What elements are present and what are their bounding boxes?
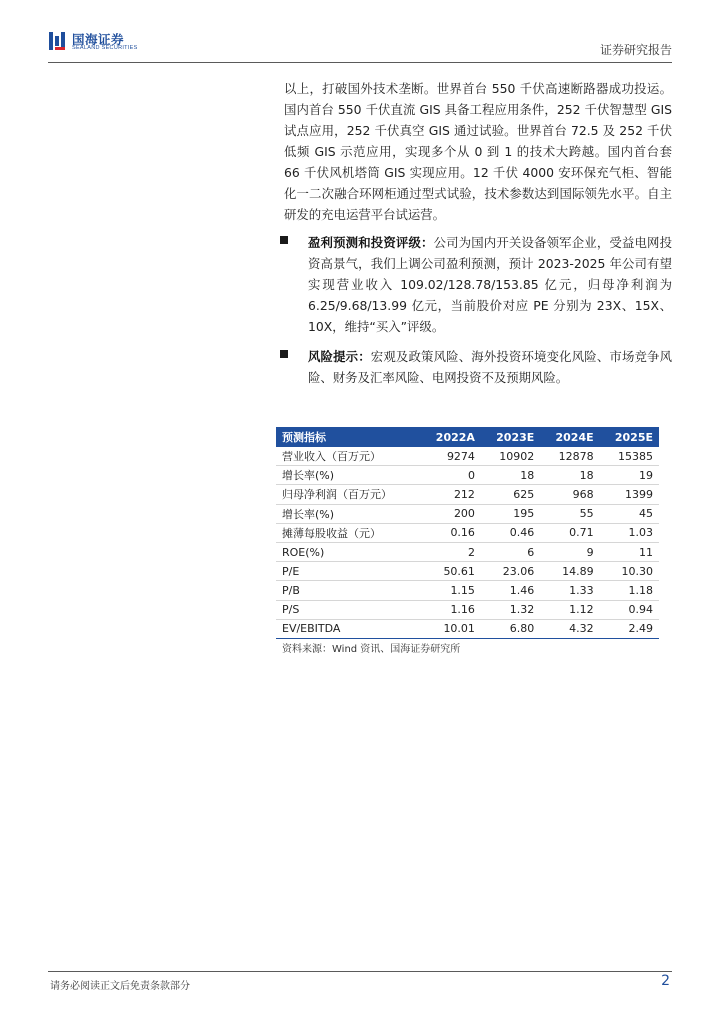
row-label: P/B: [276, 581, 420, 600]
square-bullet-icon: [280, 236, 288, 244]
row-label: 营业收入（百万元）: [276, 447, 420, 466]
square-bullet-icon: [280, 350, 288, 358]
table-row: [276, 466, 659, 485]
bullet-body: 公司为国内开关设备领军企业，受益电网投资高景气，我们上调公司盈利预测，预计 2023-2025 年公司有望实现营业收入 109.02/128.78/153.85 亿元，归母净利润为 6.25/9.68/13.99 亿元，当前股价对应 PE 分别为 23X、15X、10X，维持“买入”评级。: [308, 235, 673, 334]
table-cell: 0.46: [481, 523, 540, 542]
table-row: [276, 504, 659, 523]
table-cell: 11: [600, 542, 659, 561]
header-cell: 2025E: [600, 427, 659, 447]
header-divider: [48, 62, 672, 63]
table-cell: 1.32: [481, 600, 540, 619]
company-logo: [48, 28, 168, 58]
bullet-earnings-forecast: [280, 232, 672, 337]
table-cell: 15385: [600, 447, 659, 466]
table-cell: 6.80: [481, 619, 540, 638]
page-header: [48, 28, 672, 62]
table-cell: 12878: [540, 447, 599, 466]
table-row: [276, 619, 659, 638]
bullet-earnings-forecast-text: [308, 232, 672, 337]
bullet-body: 宏观及政策风险、海外投资环境变化风险、市场竞争风险、财务及汇率风险、电网投资不及预期风险。: [308, 349, 673, 385]
table-row: [276, 600, 659, 619]
row-label: P/S: [276, 600, 420, 619]
row-label: 归母净利润（百万元）: [276, 485, 420, 504]
table-cell: 1.33: [540, 581, 599, 600]
table-cell: 50.61: [420, 562, 481, 581]
header-cell: 预测指标: [276, 427, 420, 447]
table-cell: 0.16: [420, 523, 481, 542]
table-cell: 6: [481, 542, 540, 561]
table-cell: 18: [481, 466, 540, 485]
row-label: 增长率(%): [276, 466, 420, 485]
table-source-note: 资料来源：Wind 资讯、国海证券研究所: [282, 644, 461, 655]
table-cell: 1.12: [540, 600, 599, 619]
table-cell: 2.49: [600, 619, 659, 638]
header-cell: 2024E: [540, 427, 599, 447]
table-cell: 9274: [420, 447, 481, 466]
table-cell: 14.89: [540, 562, 599, 581]
bullet-title: 风险提示：: [308, 349, 371, 364]
table-cell: 23.06: [481, 562, 540, 581]
table-row: [276, 562, 659, 581]
table-cell: 45: [600, 504, 659, 523]
table-cell: 1.46: [481, 581, 540, 600]
continuation-paragraph-block: [284, 78, 672, 225]
bullet-title: 盈利预测和投资评级：: [308, 235, 434, 250]
table-cell: 55: [540, 504, 599, 523]
footer-divider: [48, 971, 672, 972]
table-cell: 212: [420, 485, 481, 504]
table-row: [276, 447, 659, 466]
logo-english-name: SEALAND SECURITIES: [72, 45, 138, 51]
row-label: 增长率(%): [276, 504, 420, 523]
table-cell: 1399: [600, 485, 659, 504]
table-cell: 1.15: [420, 581, 481, 600]
table-cell: 195: [481, 504, 540, 523]
continuation-paragraph: 以上，打破国外技术垄断。世界首台 550 千伏高速断路器成功投运。国内首台 550 千伏直流 GIS 具备工程应用条件，252 千伏智慧型 GIS 试点应用，252 千伏真空 GIS 通过试验。世界首台 72.5 及 252 千伏低频 GIS 示范应用，实现多个从 0 到 1 的技术大跨越。国内首台套 66 千伏风机塔筒 GIS 实现应用。12 千伏 4000 安环保充气柜、智能化一二次融合环网柜通过型式试验，技术参数达到国际领先水平。自主研发的充电运营平台试运营。: [284, 81, 672, 222]
table-cell: 1.03: [600, 523, 659, 542]
table-cell: 10.01: [420, 619, 481, 638]
table-row: [276, 581, 659, 600]
table-cell: 4.32: [540, 619, 599, 638]
table-cell: 10.30: [600, 562, 659, 581]
table-cell: 0.71: [540, 523, 599, 542]
page-number: 2: [661, 973, 670, 989]
header-cell: 2022A: [420, 427, 481, 447]
row-label: EV/EBITDA: [276, 619, 420, 638]
table-row: [276, 542, 659, 561]
table-row: [276, 523, 659, 542]
table-cell: 9: [540, 542, 599, 561]
table-cell: 968: [540, 485, 599, 504]
footer-disclaimer: 请务必阅读正文后免责条款部分: [50, 981, 190, 992]
header-cell: 2023E: [481, 427, 540, 447]
table-cell: 2: [420, 542, 481, 561]
table-cell: 0: [420, 466, 481, 485]
sealand-logo-icon: [48, 30, 68, 52]
bullet-risk-warning: [280, 346, 672, 388]
bullet-risk-warning-text: [308, 346, 672, 388]
table-cell: 625: [481, 485, 540, 504]
table-cell: 0.94: [600, 600, 659, 619]
table-cell: 18: [540, 466, 599, 485]
table-cell: 10902: [481, 447, 540, 466]
table-cell: 19: [600, 466, 659, 485]
forecast-table: [276, 427, 659, 639]
table-cell: 1.18: [600, 581, 659, 600]
row-label: ROE(%): [276, 542, 420, 561]
table-cell: 1.16: [420, 600, 481, 619]
document-type-label: 证券研究报告: [599, 43, 672, 57]
table-row: [276, 485, 659, 504]
table-header-row: [276, 427, 659, 447]
table-cell: 200: [420, 504, 481, 523]
row-label: P/E: [276, 562, 420, 581]
row-label: 摊薄每股收益（元）: [276, 523, 420, 542]
logo-chinese-name: 国海证券: [72, 32, 125, 47]
